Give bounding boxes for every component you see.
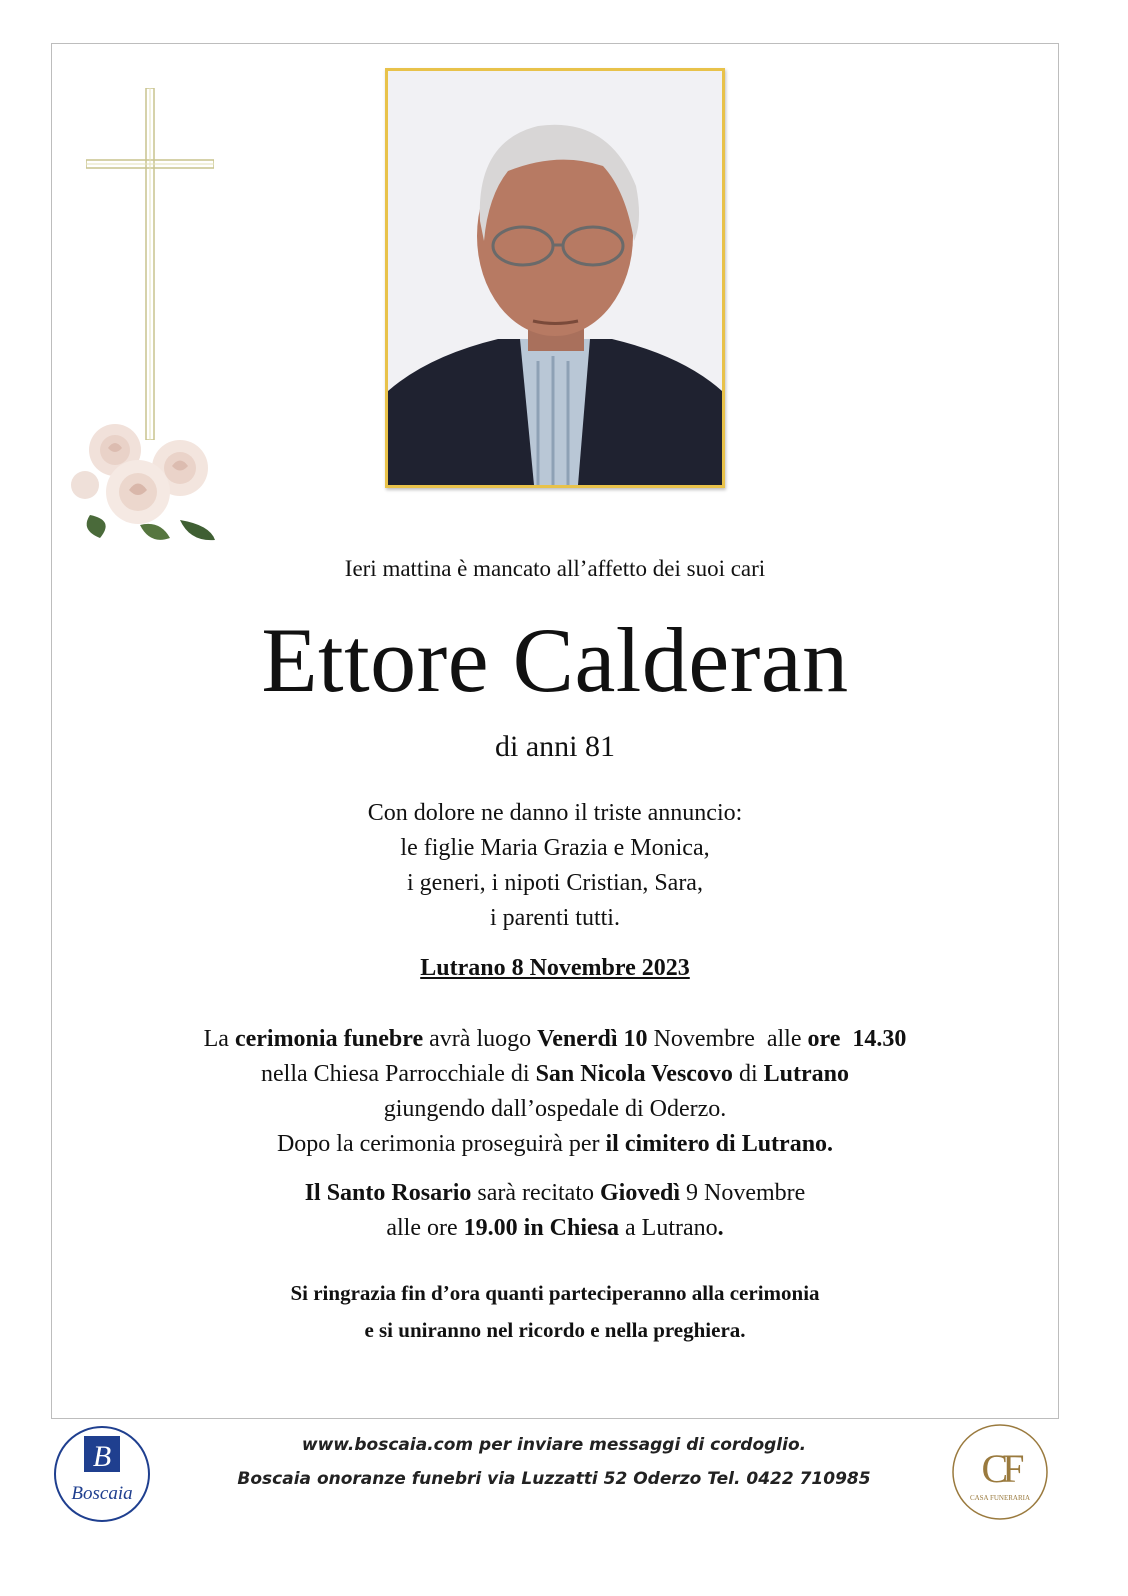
rosary-line-2: alle ore 19.00 in Chiesa a Lutrano. (386, 1215, 724, 1241)
place-date: Lutrano 8 Novembre 2023 (420, 955, 690, 981)
casa-funeraria-monogram: CF (981, 1446, 1019, 1491)
cross-icon (86, 88, 214, 440)
intro-text: Ieri mattina è mancato all’affetto dei suoi cari (344, 556, 766, 581)
rosary-line-1: Il Santo Rosario sarà recitato Giovedì 9 Novembre (304, 1180, 806, 1206)
deceased-age: di anni 81 (495, 730, 615, 763)
thanks-line: Si ringrazia fin d’ora quanti parteciperanno alla cerimonia (290, 1281, 820, 1305)
footer-website: www.boscaia.com per inviare messaggi di cordoglio. (301, 1435, 807, 1455)
portrait-photo (385, 68, 725, 488)
ceremony-line-1: La cerimonia funebre avrà luogo Venerdì 10 Novembre alle ore 14.30 (203, 1026, 907, 1052)
family-line: le figlie Maria Grazia e Monica, (400, 835, 710, 861)
family-announcement (0, 796, 1110, 936)
ceremony-details (0, 1022, 1110, 1162)
ceremony-line-4: Dopo la cerimonia proseguirà per il cimitero di Lutrano. (276, 1131, 834, 1157)
ceremony-line-3: giungendo dall’ospedale di Oderzo. (383, 1096, 727, 1122)
thanks-message (0, 1275, 1110, 1349)
boscaia-monogram: B (92, 1440, 112, 1473)
rosary-details (0, 1176, 1110, 1246)
thanks-line: e si uniranno nel ricordo e nella preghiera. (364, 1318, 746, 1342)
roses-icon (70, 420, 220, 545)
family-line: Con dolore ne danno il triste annuncio: (367, 800, 743, 826)
ceremony-line-2: nella Chiesa Parrocchiale di San Nicola Vescovo di Lutrano (261, 1061, 849, 1087)
casa-funeraria-name: CASA FUNERARIA (969, 1494, 1031, 1502)
deceased-name: Ettore Calderan (261, 609, 849, 711)
family-line: i parenti tutti. (490, 905, 620, 931)
footer-address: Boscaia onoranze funebri via Luzzatti 52 Oderzo Tel. 0422 710985 (237, 1469, 871, 1489)
boscaia-name: Boscaia (71, 1483, 133, 1504)
family-line: i generi, i nipoti Cristian, Sara, (407, 870, 703, 896)
